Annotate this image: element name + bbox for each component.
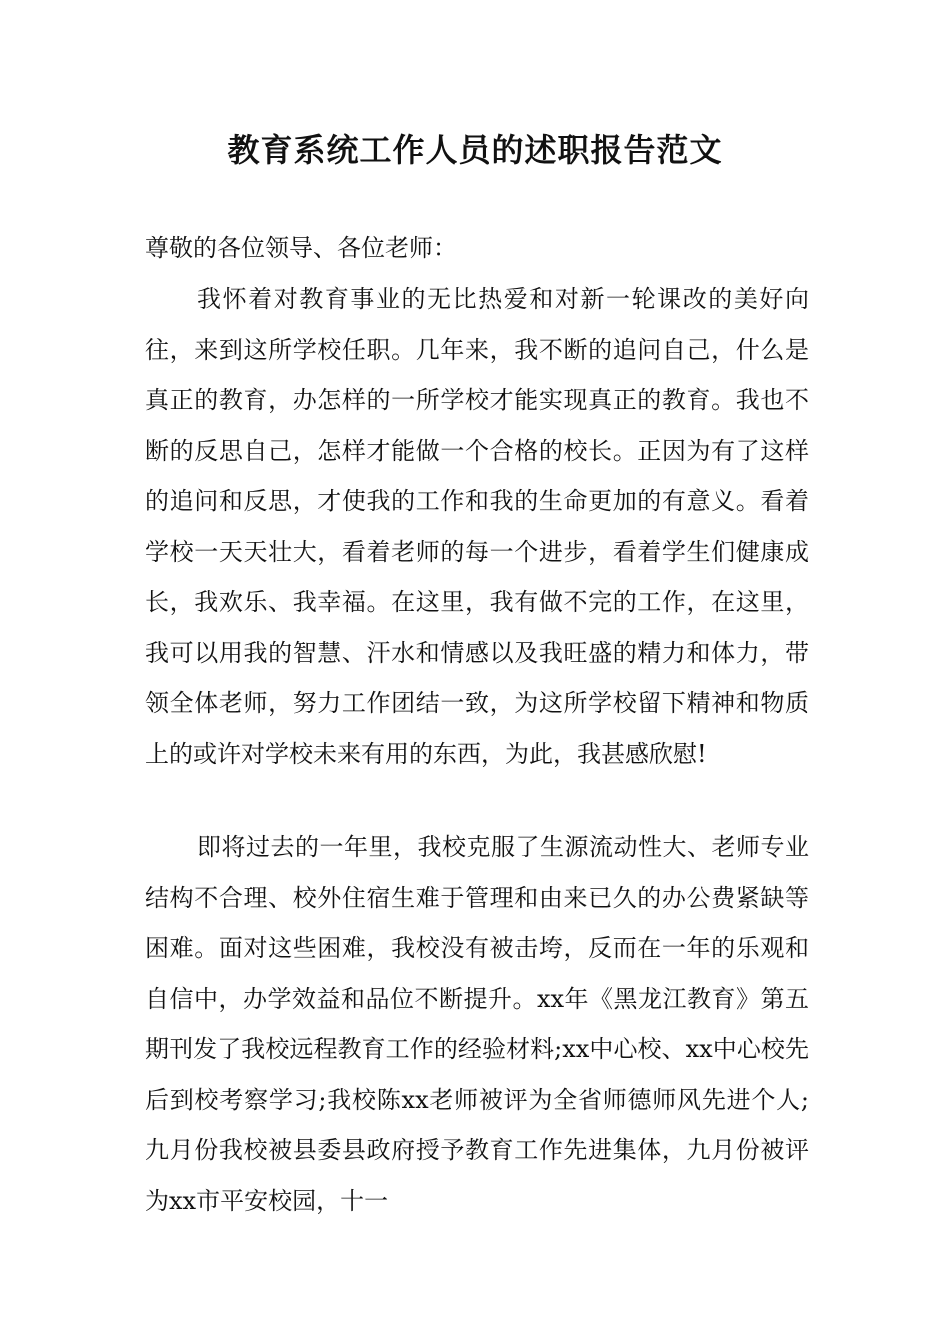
document-title: 教育系统工作人员的述职报告范文 bbox=[227, 131, 723, 169]
body-paragraph-1: 我怀着对教育事业的无比热爱和对新一轮课改的美好向往，来到这所学校任职。几年来，我不断的追问自己，什么是真正的教育，办怎样的一所学校才能实现真正的教育。我也不断的反思自己，怎样才能做一个合格的校长。正因为有了这样的追问和反思，才使我的工作和我的生命更加的有意义。看着学校一天天壮大，看着老师的每一个进步，看着学生们健康成长，我欢乐、我幸福。在这里，我有做不完的工作，在这里，我可以用我的智慧、汗水和情感以及我旺盛的精力和体力，带领全体老师，努力工作团结一致，为这所学校留下精神和物质上的或许对学校未来有用的东西，为此，我甚感欣慰! bbox=[145, 285, 809, 768]
body-paragraph-2: 即将过去的一年里，我校克服了生源流动性大、老师专业结构不合理、校外住宿生难于管理和由来已久的办公费紧缺等困难。面对这些困难，我校没有被击垮，反而在一年的乐观和自信中，办学效益和品位不断提升。xx年《黑龙江教育》第五期刊发了我校远程教育工作的经验材料;xx中心校、xx中心校先后到校考察学习;我校陈xx老师被评为全省师德师风先进个人;九月份我校被县委县政府授予教育工作先进集体，九月份被评为xx市平安校园，十一 bbox=[145, 833, 809, 1215]
salutation: 尊敬的各位领导、各位老师： bbox=[145, 234, 457, 262]
